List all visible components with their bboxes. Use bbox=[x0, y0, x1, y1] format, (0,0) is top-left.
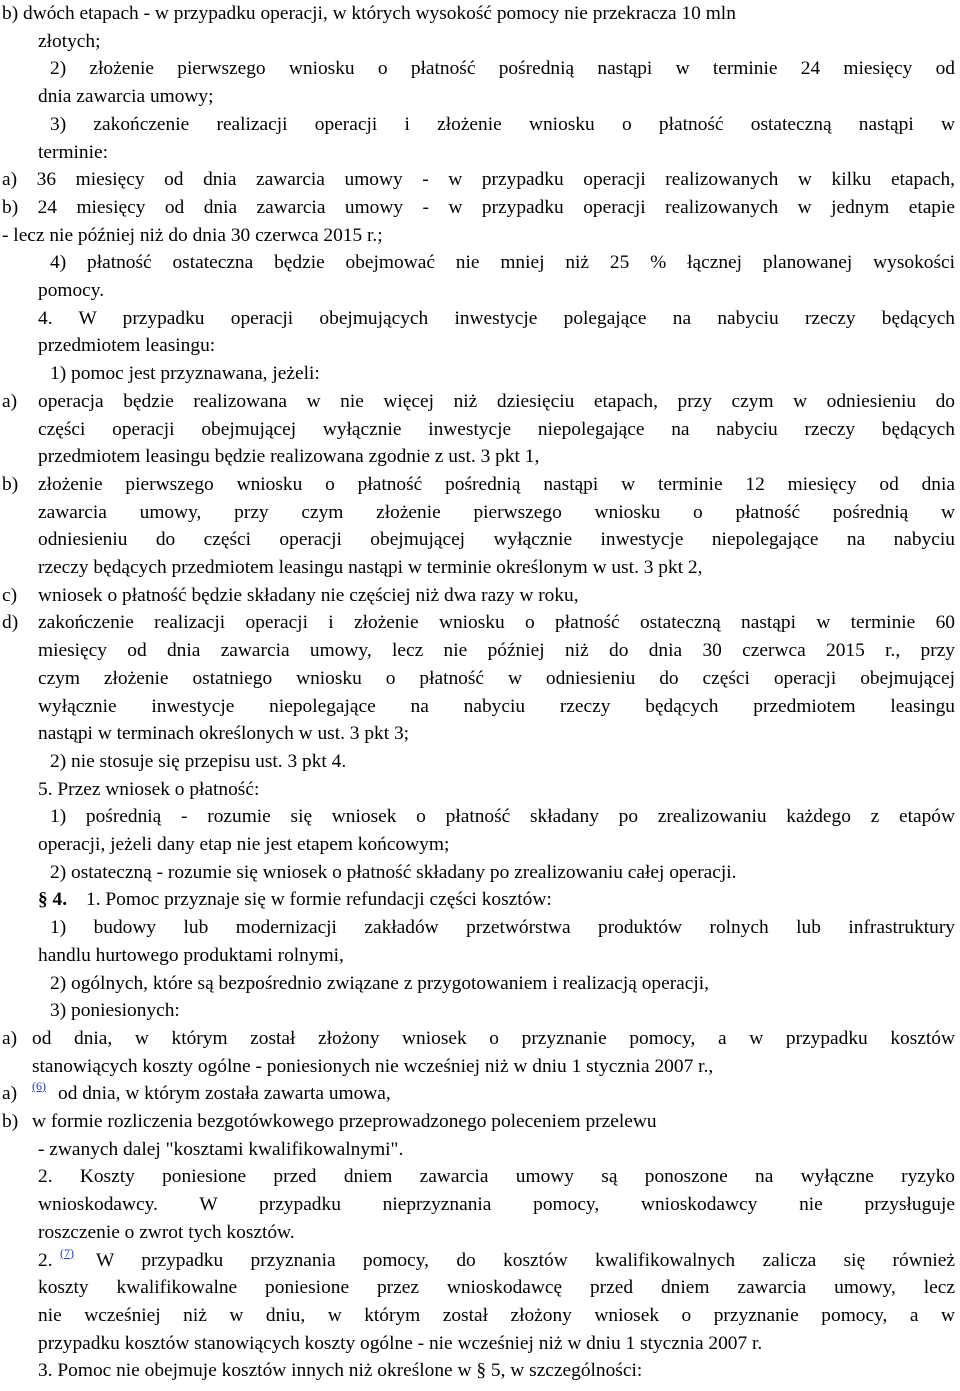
text-line: pomocy. bbox=[38, 280, 105, 301]
text-line: terminie: bbox=[38, 141, 108, 163]
list-label: a) bbox=[2, 1027, 18, 1049]
list-label: d) bbox=[2, 612, 19, 634]
section-number: § 4. bbox=[38, 889, 68, 911]
text-line: 3) poniesionych: bbox=[50, 1000, 180, 1022]
text-line: 4) płatność ostateczna będzie obejmować nie mniej niż 25 % łącznej planowanej wysokości bbox=[50, 252, 955, 274]
text-line: handlu hurtowego produktami rolnymi, bbox=[38, 944, 344, 966]
text-line: części operacji obejmującej wyłącznie inwestycje niepolegające na nabyciu rzeczy będących bbox=[38, 418, 955, 440]
footnote-link[interactable]: (6) bbox=[32, 1079, 46, 1094]
text-line: 5. Przez wniosek o płatność: bbox=[38, 778, 260, 800]
list-label: a) bbox=[2, 390, 18, 412]
text-line: - lecz nie później niż do dnia 30 czerwca 2015 r.; bbox=[2, 224, 383, 246]
text-line: 2) złożenie pierwszego wniosku o płatność pośrednią nastąpi w terminie 24 miesięcy od bbox=[50, 58, 955, 80]
list-item: b) złożenie pierwszego wniosku o płatność pośrednią nastąpi w terminie 12 miesięcy od dnia bbox=[0, 471, 960, 499]
list-item: c) wniosek o płatność będzie składany nie częściej niż dwa razy w roku, bbox=[0, 582, 960, 610]
text-line: 1) budowy lub modernizacji zakładów przetwórstwa produktów rolnych lub infrastruktury bbox=[50, 917, 955, 939]
text-line: przypadku kosztów stanowiących koszty ogólne - nie wcześniej niż w dniu 1 stycznia 2007 r. bbox=[38, 1332, 763, 1354]
text-line: 3. Pomoc nie obejmuje kosztów innych niż określone w § 5, w szczególności: bbox=[38, 1360, 643, 1382]
list-label: b) bbox=[2, 473, 19, 495]
text-line: b) dwóch etapach - w przypadku operacji, w których wysokość pomocy nie przekracza 10 mln bbox=[2, 3, 736, 24]
list-item: a) od dnia, w którym został złożony wniosek o przyznanie pomocy, a w przypadku kosztów bbox=[0, 1025, 960, 1053]
list-label: c) bbox=[2, 584, 18, 606]
list-item: 2. $^{(7)}$ W przypadku przyznania pomocy, do kosztów kwalifikowalnych zalicza się również bbox=[38, 1245, 955, 1271]
text-line: miesięcy od dnia zawarcia umowy, lecz nie później niż do dnia 30 czerwca 2015 r., przy bbox=[38, 640, 955, 662]
text-line: rzeczy będących przedmiotem leasingu nastąpi w terminie określonym w ust. 3 pkt 2, bbox=[38, 557, 703, 578]
text-line: 3) zakończenie realizacji operacji i złożenie wniosku o płatność ostateczną nastąpi w bbox=[50, 113, 955, 135]
text-line: odniesieniu do części operacji obejmującej wyłącznie inwestycje niepolegające na nabyciu bbox=[38, 529, 955, 551]
list-item: b) w formie rozliczenia bezgotówkowego przeprowadzonego poleceniem przelewu bbox=[0, 1108, 960, 1136]
text-line: koszty kwalifikowalne poniesione przez wnioskodawcę przed dniem zawarcia umowy, lecz bbox=[38, 1277, 955, 1299]
text-line: nie wcześniej niż w dniu, w którym został złożony wniosek o przyznanie pomocy, a w bbox=[38, 1304, 955, 1326]
text-line: operacji, jeżeli dany etap nie jest etapem końcowym; bbox=[38, 834, 450, 855]
footnote-link[interactable]: (7) bbox=[60, 1245, 74, 1260]
text-line: 1) pomoc jest przyznawana, jeżeli: bbox=[50, 363, 320, 385]
list-item: a) operacja będzie realizowana w nie więcej niż dziesięciu etapach, przy czym w odniesieniu do bbox=[0, 388, 960, 416]
text-line: czym złożenie ostatniego wniosku o płatność w odniesieniu do części operacji obejmującej bbox=[38, 667, 955, 689]
text-line: 1) pośrednią - rozumie się wniosek o płatność składany po zrealizowaniu każdego z etapów bbox=[50, 806, 955, 828]
text-line: przedmiotem leasingu będzie realizowana zgodnie z ust. 3 pkt 1, bbox=[38, 446, 540, 468]
list-label: a) bbox=[2, 1083, 18, 1105]
text-line: 4. W przypadku operacji obejmujących inwestycje polegające na nabyciu rzeczy będących bbox=[38, 307, 955, 329]
list-label: b) bbox=[2, 1111, 19, 1132]
text-line: roszczenie o zwrot tych kosztów. bbox=[38, 1221, 295, 1243]
text-line: a) 36 miesięcy od dnia zawarcia umowy - w przypadku operacji realizowanych w kilku etapach, bbox=[2, 169, 955, 191]
text-line: dnia zawarcia umowy; bbox=[38, 86, 214, 108]
section-heading: § 4. 1. Pomoc przyznaje się w formie refundacji części kosztów: bbox=[0, 886, 960, 914]
text-line: złotych; bbox=[38, 30, 101, 52]
text-line: 2) ogólnych, które są bezpośrednio związane z przygotowaniem i realizacją operacji, bbox=[50, 972, 709, 994]
text-line: 2) ostateczną - rozumie się wniosek o płatność składany po zrealizowaniu całej operacji. bbox=[50, 861, 737, 883]
text-line: nastąpi w terminach określonych w ust. 3 pkt 3; bbox=[38, 723, 410, 745]
text-line: b) 24 miesięcy od dnia zawarcia umowy - w przypadku operacji realizowanych w jednym etapie bbox=[2, 196, 955, 218]
text-line: wnioskodawcy. W przypadku nieprzyznania pomocy, wnioskodawcy nie przysługuje bbox=[38, 1194, 955, 1216]
text-line: przedmiotem leasingu: bbox=[38, 335, 216, 357]
text-line: zawarcia umowy, przy czym złożenie pierwszego wniosku o płatność pośrednią w bbox=[38, 501, 955, 523]
list-item: d) zakończenie realizacji operacji i złożenie wniosku o płatność ostateczną nastąpi w terminie 60 bbox=[0, 609, 960, 637]
text-line: wyłącznie inwestycje niepolegające na nabyciu rzeczy będących przedmiotem leasingu bbox=[38, 695, 955, 717]
text-line: 2) nie stosuje się przepisu ust. 3 pkt 4. bbox=[50, 750, 347, 772]
text-line: - zwanych dalej "kosztami kwalifikowalnymi". bbox=[38, 1138, 404, 1160]
text-line: 2. Koszty poniesione przed dniem zawarcia umowy są ponoszone na wyłączne ryzyko bbox=[38, 1166, 955, 1188]
text-line: stanowiących koszty ogólne - poniesionych nie wcześniej niż w dniu 1 stycznia 2007 r., bbox=[32, 1055, 714, 1077]
list-item: a) $^{(6)}$ od dnia, w którym została zawarta umowa, bbox=[0, 1080, 960, 1108]
